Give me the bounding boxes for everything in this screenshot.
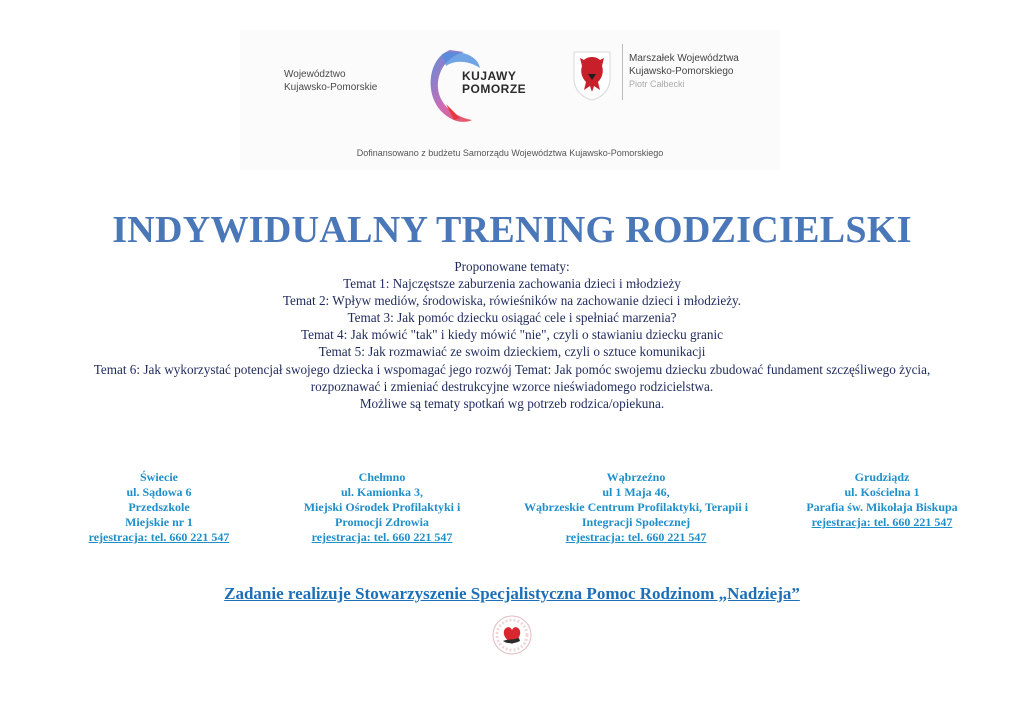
- footer-organizer-link[interactable]: Zadanie realizuje Stowarzyszenie Specjalistyczna Pomoc Rodzinom „Nadzieja”: [224, 584, 800, 603]
- nadzieja-heart-logo-icon: [491, 614, 533, 656]
- topic-item: Temat 2: Wpływ mediów, środowiska, rówieśników na zachowanie dzieci i młodzieży.: [282, 293, 742, 309]
- registration-link[interactable]: rejestracja: tel. 660 221 547: [88, 530, 230, 544]
- topic-item: Temat 4: Jak mówić "tak" i kiedy mówić "nie", czyli o stawianiu dziecku granic: [301, 327, 723, 343]
- location-address: ul. Kościelna 1: [844, 485, 920, 499]
- location-city: Wąbrzeźno: [606, 470, 666, 484]
- location-venue: Promocji Zdrowia: [335, 515, 429, 529]
- location-city: Świecie: [140, 470, 178, 484]
- page-title: INDYWIDUALNY TRENING RODZICIELSKI: [112, 209, 912, 251]
- logo-divider: [622, 44, 623, 100]
- topics-note: Możliwe są tematy spotkań wg potrzeb rodzica/opiekuna.: [359, 395, 665, 411]
- location-venue: Parafia św. Mikołaja Biskupa: [806, 500, 958, 514]
- registration-link[interactable]: rejestracja: tel. 660 221 547: [311, 530, 453, 544]
- location-venue: Integracji Społecznej: [581, 515, 691, 529]
- partner-logo-bar: [240, 30, 780, 170]
- region-logo-line: Województwo: [284, 69, 346, 80]
- location-wabrzezno: [500, 470, 772, 545]
- topic-item: Temat 6: Jak wykorzystać potencjał swojego dziecka i wspomagać jego rozwój Temat: Jak pomóc swojemu dziecku zbudować fundament szczęśliwego życia, rozpoznawać i zmieniać destrukcyjne wzorce nieświadomego rodzicielstwa.: [93, 361, 931, 394]
- coat-of-arms-icon: [570, 48, 614, 102]
- brand-line: KUJAWY: [462, 69, 517, 83]
- marshal-logo-text: [629, 52, 739, 91]
- location-chelmno: [280, 470, 484, 545]
- registration-link[interactable]: rejestracja: tel. 660 221 547: [811, 515, 953, 529]
- topic-item: Temat 5: Jak rozmawiać ze swoim dzieckiem, czyli o sztuce komunikacji: [318, 344, 706, 360]
- topic-item: Temat 1: Najczęstsze zaburzenia zachowania dzieci i młodzieży: [343, 276, 681, 292]
- topics-heading: Proponowane tematy:: [454, 259, 570, 274]
- kujawy-pomorze-wordmark: [462, 70, 526, 96]
- marshal-line: Kujawsko-Pomorskiego: [629, 66, 734, 77]
- location-venue: Wąbrzeskie Centrum Profilaktyki, Terapii i: [523, 500, 749, 514]
- location-venue: Miejski Ośrodek Profilaktyki i: [303, 500, 461, 514]
- topic-item: Temat 3: Jak pomóc dziecku osiągać cele i spełniać marzenia?: [347, 310, 677, 326]
- location-venue: Miejskie nr 1: [125, 515, 193, 529]
- marshal-line: Marszałek Województwa: [629, 53, 739, 64]
- funding-note: Dofinansowano z budżetu Samorządu Województwa Kujawsko-Pomorskiego: [356, 148, 664, 158]
- location-venue: Przedszkole: [128, 500, 190, 514]
- region-logo-text: [284, 68, 377, 94]
- topics-list: [60, 258, 964, 412]
- brand-line: POMORZE: [462, 82, 527, 96]
- region-logo-line: Kujawsko-Pomorskie: [284, 82, 378, 93]
- marshal-name: Piotr Całbecki: [629, 79, 685, 89]
- registration-link[interactable]: rejestracja: tel. 660 221 547: [565, 530, 707, 544]
- location-swiecie: [68, 470, 250, 545]
- location-address: ul 1 Maja 46,: [602, 485, 670, 499]
- location-address: ul. Sądowa 6: [126, 485, 192, 499]
- location-city: Grudziądz: [854, 470, 910, 484]
- location-grudziadz: [782, 470, 982, 530]
- location-city: Chełmno: [358, 470, 406, 484]
- location-address: ul. Kamionka 3,: [340, 485, 424, 499]
